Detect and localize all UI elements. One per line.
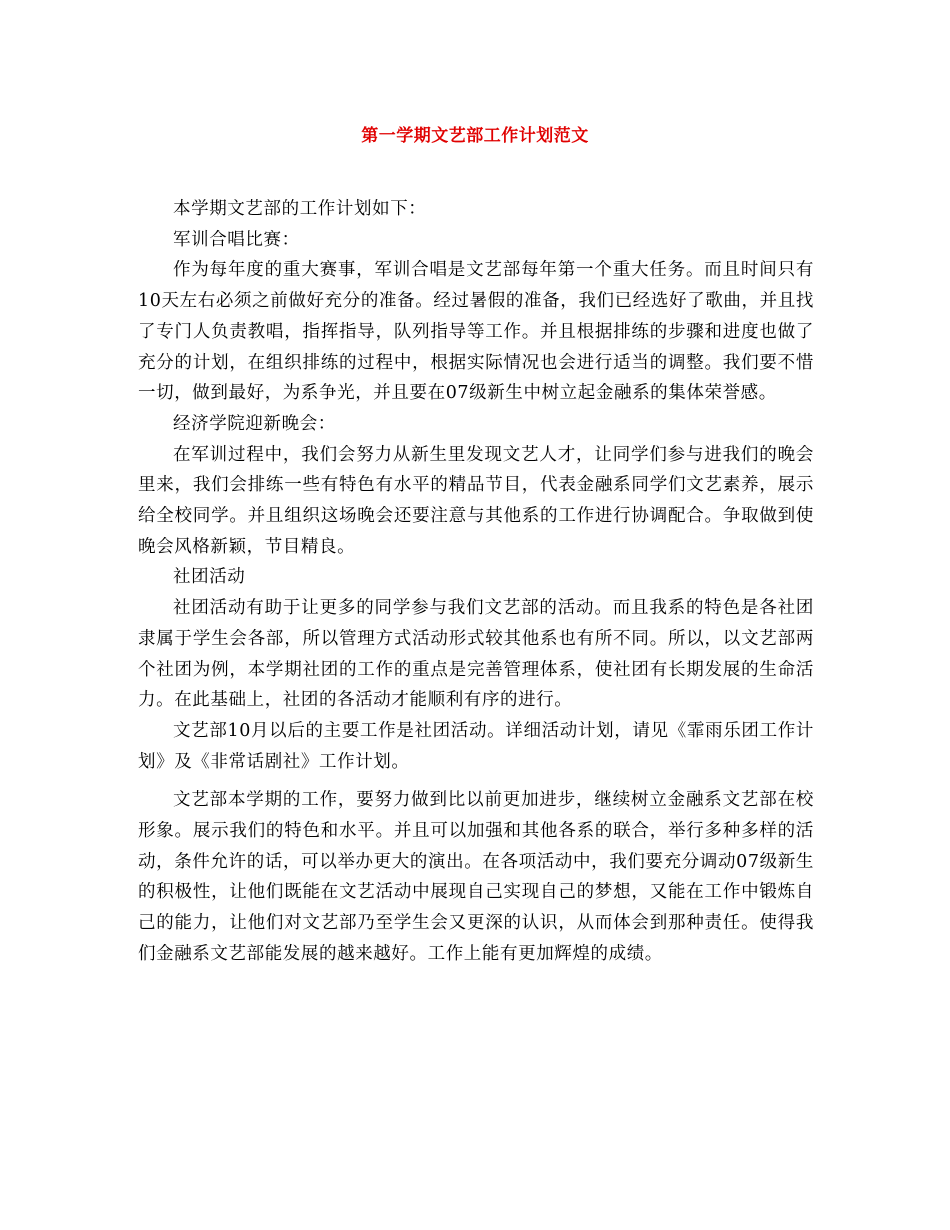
section-heading-military-chorus: 军训合唱比赛： (173, 229, 300, 250)
section-heading-club-activities: 社团活动 (173, 567, 246, 588)
paragraph-spacer (138, 777, 814, 785)
intro-paragraph: 本学期文艺部的工作计划如下： (173, 199, 427, 219)
closing-paragraph: 文艺部本学期的工作，要努力做到比以前更加进步，继续树立金融系文艺部在校形象。展示我们的特色和水平。并且可以加强和其他各系的联合，举行多种多样的活动，条件允许的话，可以举办更大的演出。在各项活动中，我们要充分调动07级新生的积极性，让他们既能在文艺活动中展现自己实现自己的梦想，又能在工作中锻炼自己的能力，让他们对文艺部乃至学生会又更深的认识，从而体会到那种责任。使得我们金融系文艺部能发展的越来越好。工作上能有更加辉煌的成绩。 (138, 790, 814, 964)
military-chorus-paragraph: 作为每年度的重大赛事，军训合唱是文艺部每年第一个重大任务。而且时间只有10天左右必须之前做好充分的准备。经过暑假的准备，我们已经选好了歌曲，并且找了专门人负责教唱，指挥指导，队列指导等工作。并且根据排练的步骤和进度也做了充分的计划，在组织排练的过程中，根据实际情况也会进行适当的调整。我们要不惜一切，做到最好，为系争光，并且要在07级新生中树立起金融系的集体荣誉感。 (138, 260, 814, 404)
october-plan-paragraph: 文艺部10月以后的主要工作是社团活动。详细活动计划，请见《霏雨乐团工作计划》及《非常话剧社》工作计划。 (138, 720, 814, 772)
welcome-party-paragraph: 在军训过程中，我们会努力从新生里发现文艺人才，让同学们参与进我们的晚会里来，我们会排练一些有特色有水平的精品节目，代表金融系同学们文艺素养，展示给全校同学。并且组织这场晚会还要注意与其他系的工作进行协调配合。争取做到使晚会风格新颖，节目精良。 (138, 444, 814, 557)
club-activities-paragraph: 社团活动有助于让更多的同学参与我们文艺部的活动。而且我系的特色是各社团隶属于学生会各部，所以管理方式活动形式较其他系也有所不同。所以，以文艺部两个社团为例，本学期社团的工作的重点是完善管理体系，使社团有长期发展的生命活力。在此基础上，社团的各活动才能顺利有序的进行。 (138, 598, 814, 711)
section-heading-welcome-party: 经济学院迎新晚会： (173, 413, 336, 434)
document-body (138, 194, 814, 970)
document-title: 第一学期文艺部工作计划范文 (361, 126, 589, 146)
